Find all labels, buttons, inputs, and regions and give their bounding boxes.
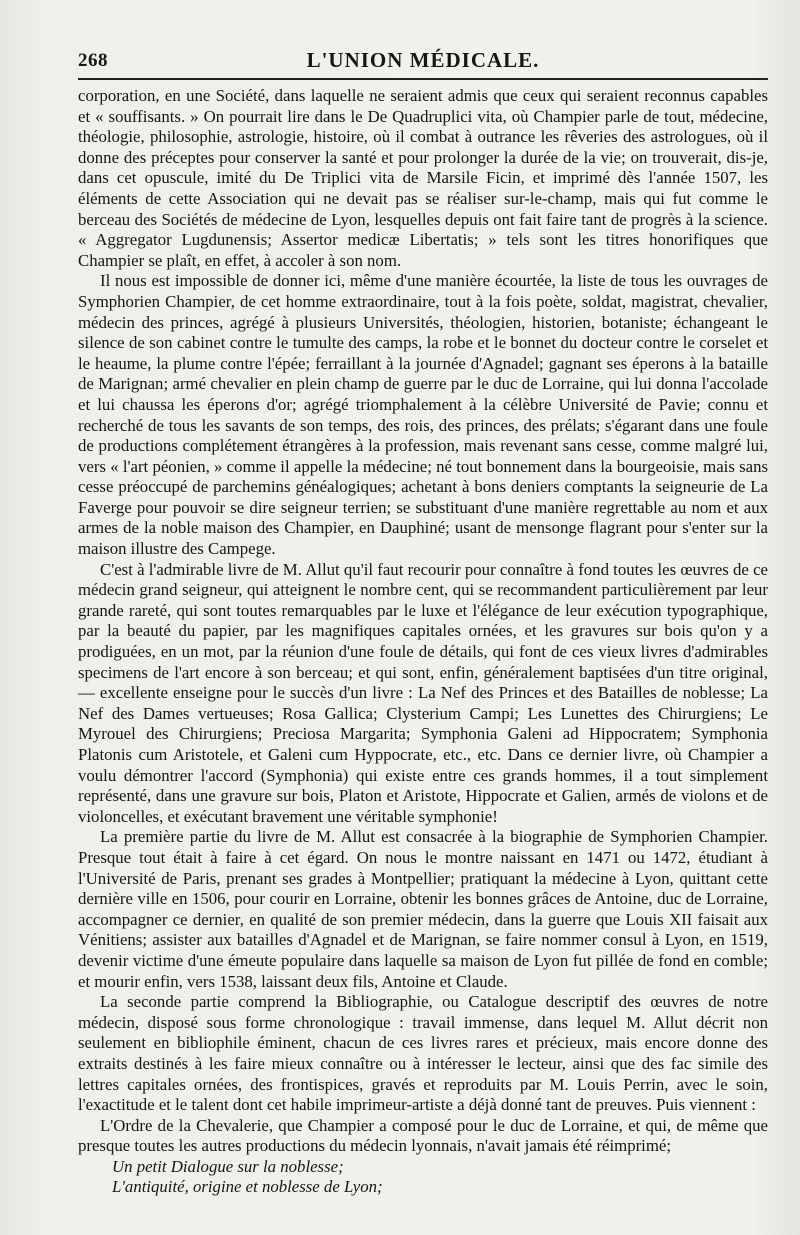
- paragraph: corporation, en une Société, dans laquelle ne seraient admis que ceux qui seraient reconnus capables et « souffisants. » On pourrait lire dans le De Quadruplici vita, où Champier parle de tout, médecine, théologie, philosophie, astrologie, histoire, où il combat à outrance les rêveries des astrologues, où il donne des préceptes pour conserver la santé et pour prolonger la durée de la vie; on trouverait, dis-je, dans cet opuscule, imité du De Triplici vita de Marsile Ficin, et imprimé dès l'année 1507, les éléments de cette Association qui ne devait pas se réaliser sur-le-champ, mais qui fut comme le berceau des Sociétés de médecine de Lyon, lesquelles depuis ont fait faire tant de progrès à la science. « Aggregator Lugdunensis; Assertor medicæ Libertatis; » tels sont les titres honorifiques que Champier se plaît, en effet, à accoler à son nom.: [78, 86, 768, 270]
- paragraph: Il nous est impossible de donner ici, même d'une manière écourtée, la liste de tous les ouvrages de Symphorien Champier, de cet homme extraordinaire, tout à la fois poète, soldat, magistrat, chevalier, médecin des princes, agrégé à plusieurs Universités, théologien, historien, botaniste; échangeant le silence de son cabinet contre le tumulte des camps, la robe et le bonnet du docteur contre le corselet et le heaume, la plume contre l'épée; ferraillant à la journée d'Agnadel; gagnant ses éperons à la bataille de Marignan; armé chevalier en plein champ de guerre par le duc de Lorraine, qui lui donna l'accolade et lui chaussa les éperons d'or; agrégé triomphalement à la célèbre Université de Pavie; connu et recherché de tous les savants de son temps, des rois, des princes, des prélats; s'égarant dans une foule de productions complétement étrangères à la profession, mais revenant sans cesse, comme malgré lui, vers « l'art péonien, » comme il appelle la médecine; né tout bonnement dans la bourgeoisie, mais sans cesse préoccupé de parchemins généalogiques; achetant à bons deniers comptants la seigneurie de La Faverge pour pouvoir se dire seigneur terrien; se substituant d'une manière regrettable au nom et aux armes de la noble maison des Champier, en Dauphiné; usant de mensonge flagrant pour s'enter sur la maison illustre des Campege.: [78, 271, 768, 559]
- paragraph: L'Ordre de la Chevalerie, que Champier a composé pour le duc de Lorraine, et qui, de même que presque toutes les autres productions du médecin lyonnais, n'avait jamais été réimprimé;: [78, 1115, 768, 1156]
- page-number: 268: [78, 50, 108, 71]
- list-item: Un petit Dialogue sur la noblesse;: [112, 1156, 344, 1176]
- page-header: [78, 44, 768, 78]
- paragraph: La première partie du livre de M. Allut est consacrée à la biographie de Symphorien Champier. Presque tout était à faire à cet égard. On nous le montre naissant en 1471 ou 1472, étudiant à l'Université de Paris, prenant ses grades à Montpellier; pratiquant la médecine à Lyon, quittant cette dernière ville en 1506, pour courir en Lorraine, obtenir les bonnes grâces de Antoine, duc de Lorraine, accompagner ce dernier, en qualité de son premier médecin, dans la guerre que Louis XII faisait aux Vénitiens; assister aux batailles d'Agnadel et de Marignan, se faire nommer consul à Lyon, en 1519, devenir victime d'une émeute populaire dans laquelle sa maison de Lyon fut pillée de fond en comble; et mourir enfin, vers 1538, laissant deux fils, Antoine et Claude.: [78, 827, 768, 991]
- paragraph: La seconde partie comprend la Bibliographie, ou Catalogue descriptif des œuvres de notre médecin, disposé sous forme chronologique : travail immense, dans lequel M. Allut décrit non seulement en bibliophile éminent, chacun de ces livres rares et précieux, mais encore donne des extraits destinés à les faire mieux connaître ou à intéresser le lecteur, ainsi que des fac simile des lettres capitales ornées, des frontispices, gravés et reproduits par M. Louis Perrin, avec le soin, l'exactitude et le talent dont cet habile imprimeur-artiste a déjà donné tant de preuves. Puis viennent :: [78, 992, 768, 1115]
- running-title: L'UNION MÉDICALE.: [306, 48, 540, 72]
- list-item: L'antiquité, origine et noblesse de Lyon;: [112, 1177, 383, 1197]
- paragraph: C'est à l'admirable livre de M. Allut qu'il faut recourir pour connaître à fond toutes les œuvres de ce médecin grand seigneur, qui atteignent le nombre cent, qui se recommandent particulièrement par leur grande rareté, qui sont toutes remarquables par le luxe et l'élégance de leur exécution typographique, par la beauté du papier, par les magnifiques capitales ornées, et les gravures sur bois qu'on y a prodiguées, en un mot, par la réunion d'une foule de détails, qui font de ces vieux livres d'admirables specimens de l'art encore à son berceau; et qui sont, enfin, généralement baptisées d'un titre original, — excellente enseigne pour le succès d'un livre : La Nef des Princes et des Batailles de noblesse; La Nef des Dames vertueuses; Rosa Gallica; Clysterium Campi; Les Lunettes des Chirurgiens; Le Myrouel des Chirurgiens; Preciosa Margarita; Symphonia Galeni ad Hippocratem; Symphonia Platonis cum Aristotele, et Galeni cum Hyppocrate, etc., etc. Dans ce dernier livre, où Champier a voulu démontrer l'accord (Symphonia) qui existe entre ces grands hommes, il a tout simplement représenté, dans une gravure sur bois, Platon et Aristote, Hippocrate et Galien, armés de violons et de violoncelles, et exécutant bravement une véritable symphonie!: [78, 559, 768, 826]
- article-body: [78, 86, 768, 1198]
- header-rule: [78, 78, 768, 80]
